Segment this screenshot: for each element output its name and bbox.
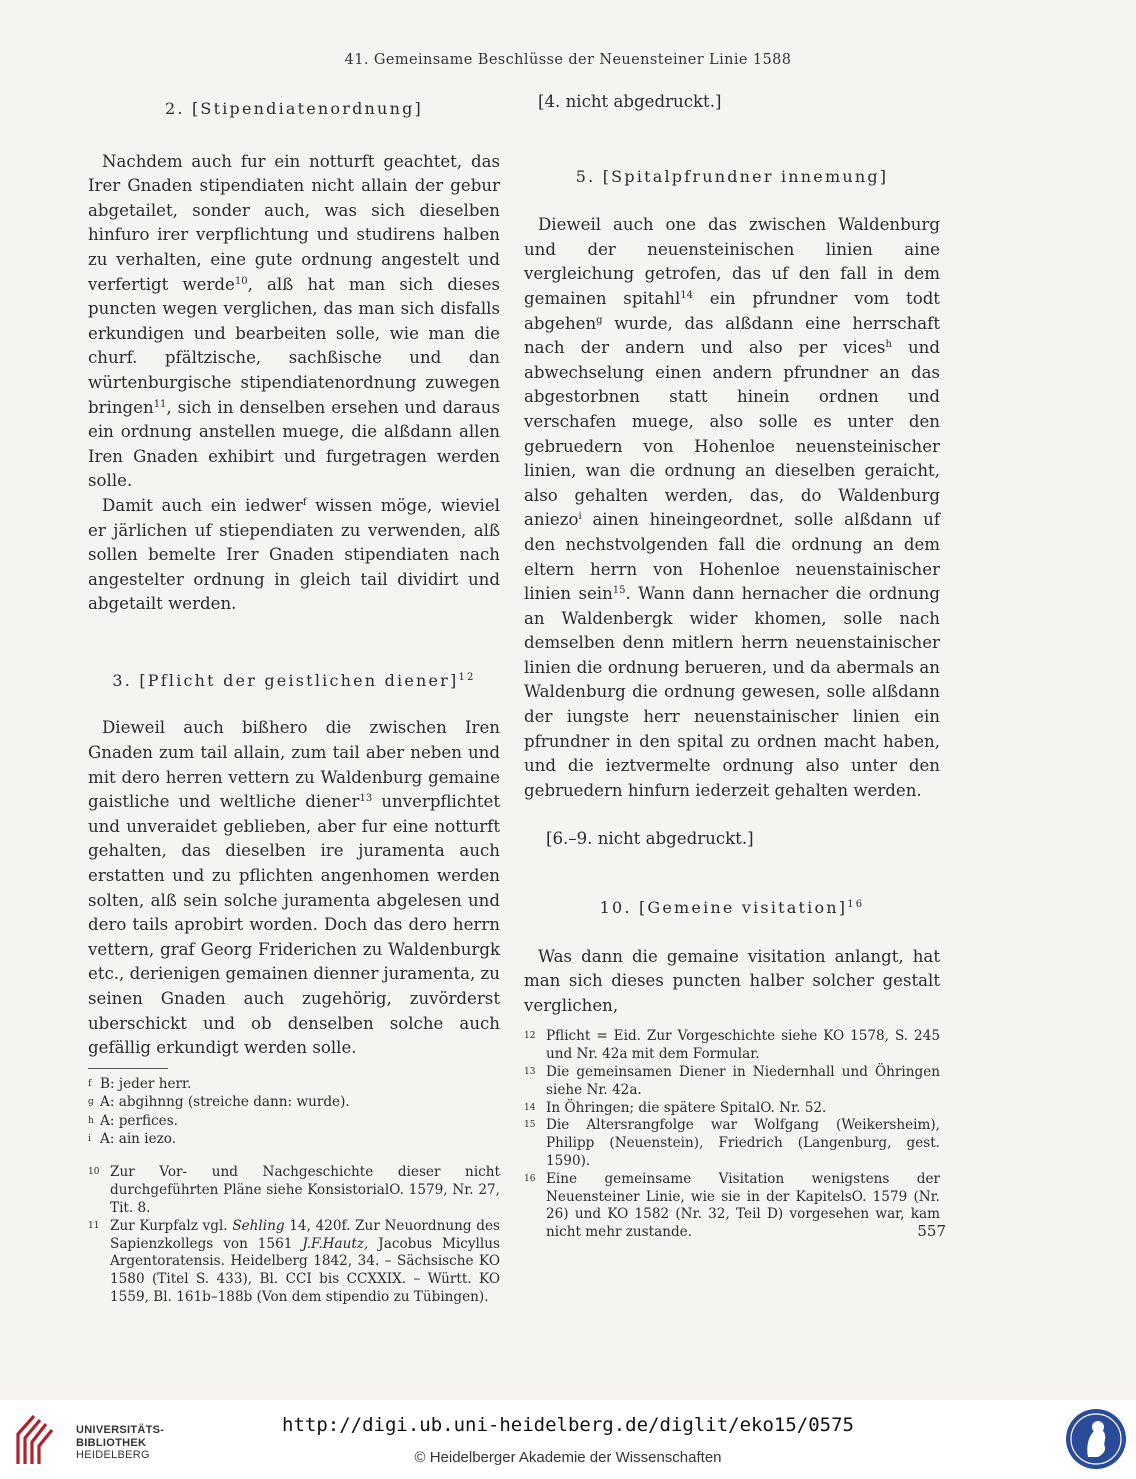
note-not-printed-4: [4. nicht abgedruckt.]: [538, 92, 722, 111]
letter-note-h: h A: perfices.: [88, 1112, 178, 1129]
library-logo-text: UNIVERSITÄTS- BIBLIOTHEK HEIDELBERG: [76, 1424, 165, 1461]
footnote-15: 15 Die Altersrangfolge war Wolfgang (Weikersheim), Philipp (Neuenstein), Friedrich (Langenburg, gest. 1590).: [524, 1117, 940, 1169]
academy-seal-icon: [1064, 1407, 1128, 1471]
footnote-12: 12 Pflicht = Eid. Zur Vorgeschichte siehe KO 1578, S. 245 und Nr. 42a mit dem Formular.: [524, 1028, 940, 1063]
footnote-10: 10 Zur Vor- und Nachgeschichte dieser nicht durchgeführten Pläne siehe KonsistorialO. 1579, Nr. 27, Tit. 8.: [88, 1164, 500, 1216]
right-column: [524, 90, 940, 1242]
letter-note-g: g A: abgihnng (streiche dann: wurde).: [88, 1094, 350, 1111]
letter-note-f: f B: jeder herr.: [88, 1075, 192, 1092]
footnote-16: 16 Eine gemeinsame Visitation wenigstens der Neuensteiner Linie, wie sie in der KapitelsO. 1579 (Nr. 26) und KO 1582 (Nr. 32, Teil D) vorgesehen war, kam nicht mehr zustande.: [524, 1170, 940, 1241]
section-heading-10: 10. [Gemeine visitation]$^{16}$: [599, 898, 865, 918]
paragraph-stipendiaten: Nachdem auch fur ein notturft geachtet, das Irer Gnaden stipendiaten nicht allain der gebur abgetailet, sonder auch, was sich dieselben hinfuro irer verpflichtung und studirens halben zu verhalten, eine gute ordnung angestelt und verfertigt werde$^{10}$, alß hat man sich dieses puncten wegen verglichen, das man sich disfalls erkundigen und bearbeiten solle, wie man die churf. pfältzische, sachßische und dan würtenburgische stipendiatenordnung zuwegen bringen$^{11}$, sich in denselben ersehen und daraus ein ordnung anstellen muege, die alßdann allen Iren Gnaden exhibirt und furgetragen werden solle.: [88, 151, 500, 491]
copyright-notice: © Heidelberger Akademie der Wissenschaften: [414, 1449, 722, 1466]
academy-seal: [1064, 1407, 1128, 1471]
right-footnotes: [524, 1028, 940, 1242]
section-heading-5: 5. [Spitalpfrundner innemung]: [575, 166, 889, 186]
paragraph-stipendiaten-2: Damit auch ein iedwer$^f$ wissen möge, wieviel er järlichen uf stiependiaten zu verwenden, alß sollen bemelte Irer Gnaden stipendiaten nach angestelter ordnung in gleich tail dividirt und abgetailt werden.: [88, 495, 500, 614]
letter-notes: [88, 1075, 500, 1149]
paragraph-spital: Dieweil auch one das zwischen Waldenburg und der neuensteinischen linien aine vergleichung getrofen, das uf den fall in dem gemainen spitahl$^{14}$ ein pfrundner vom todt abgehen$^g$ wurde, das alßdann eine herrschaft nach der andern und also per vices$^h$ und abwechselung einen andern pfrundner an das abgestorbnen statt hinein ordnen und verschafen muege, also solle es unter den gebruedern von Hohenloe neuensteinischer linien, wan die ordnung an dieselben geraicht, also gehalten werden, das, do Waldenburg aniezo$^i$ ainen hineingeordnet, solle alßdann uf den nechstvolgenden fall die ordnung an dem eltern herrn von Hohenloe neuenstainischer linien sein$^{15}$. Wann dann hernacher die ordnung an Waldenbergk wider khomen, solle nach demselben denn mitlern herrn neuenstainischer linien die ordnung berueren, und da abermals an Waldenburg die ordnung gewesen, solle alßdann der iungste herr neuenstainischer linien ein pfrundner in den spital zu ordnen macht haben, und die ieztvermelte ordnung also unter den gebruedern hinfurn iederzeit gehalten werden.: [524, 215, 940, 800]
note-not-printed-6-9: [6.–9. nicht abgedruckt.]: [546, 829, 754, 849]
left-column: [88, 97, 500, 1307]
paragraph-visitation: Was dann die gemaine visitation anlangt, hat man sich dieses puncten halber solcher gestalt verglichen,: [524, 946, 940, 1015]
footnote-14: 14 In Öhringen; die spätere SpitalO. Nr. 52.: [524, 1099, 827, 1116]
footnote-rule: [88, 1068, 168, 1069]
footnote-13: 13 Die gemeinsamen Diener in Niedernhall und Öhringen siehe Nr. 42a.: [524, 1064, 940, 1098]
letter-note-i: i A: ain iezo.: [88, 1131, 177, 1147]
permalink-url[interactable]: http://digi.ub.uni-heidelberg.de/diglit/eko15/0575: [282, 1414, 854, 1436]
page-number: 557: [917, 1222, 946, 1240]
section-heading-2: 2. [Stipendiatenordnung]: [165, 99, 423, 118]
running-head: 41. Gemeinsame Beschlüsse der Neuensteiner Linie 1588: [344, 52, 792, 68]
paragraph-pflicht: Dieweil auch bißhero die zwischen Iren Gnaden zum tail allain, zum tail aber neben und mit dero herren vettern zu Waldenburg gemaine gaistliche und weltliche diener$^{13}$ unverpflichtet und unveraidet geblieben, aber fur eine notturft gehalten, das dieselben ire juramenta auch erstatten und zu pflichten angenhomen werden solten, alß sein solche juramenta abgelesen und dero tails aprobirt worden. Doch das dero herrn vettern, graf Georg Friderichen zu Waldenburgk etc., derienigen gemainen dienner juramenta, zu seinen Gnaden auch zugehörig, zuvörderst uberschickt und ob denselben solche auch gefällig erkundigt werden solle.: [88, 718, 500, 1058]
section-heading-3: 3. [Pflicht der geistlichen diener]$^{12}$: [112, 670, 476, 690]
viewer-footer: [0, 1400, 1136, 1479]
footnote-11: 11 Zur Kurpfalz vgl. Sehling 14, 420f. Zur Neuordnung des Sapienzkollegs von 1561 J.F.Hautz, Jacobus Micyllus Argentoratensis. Heidelberg 1842, 34. – Sächsische KO 1580 (Titel S. 433), Bl. CCI bis CCXXIX. – Württ. KO 1559, Bl. 161b–188b (Von dem stipendio zu Tübingen).: [88, 1217, 500, 1305]
